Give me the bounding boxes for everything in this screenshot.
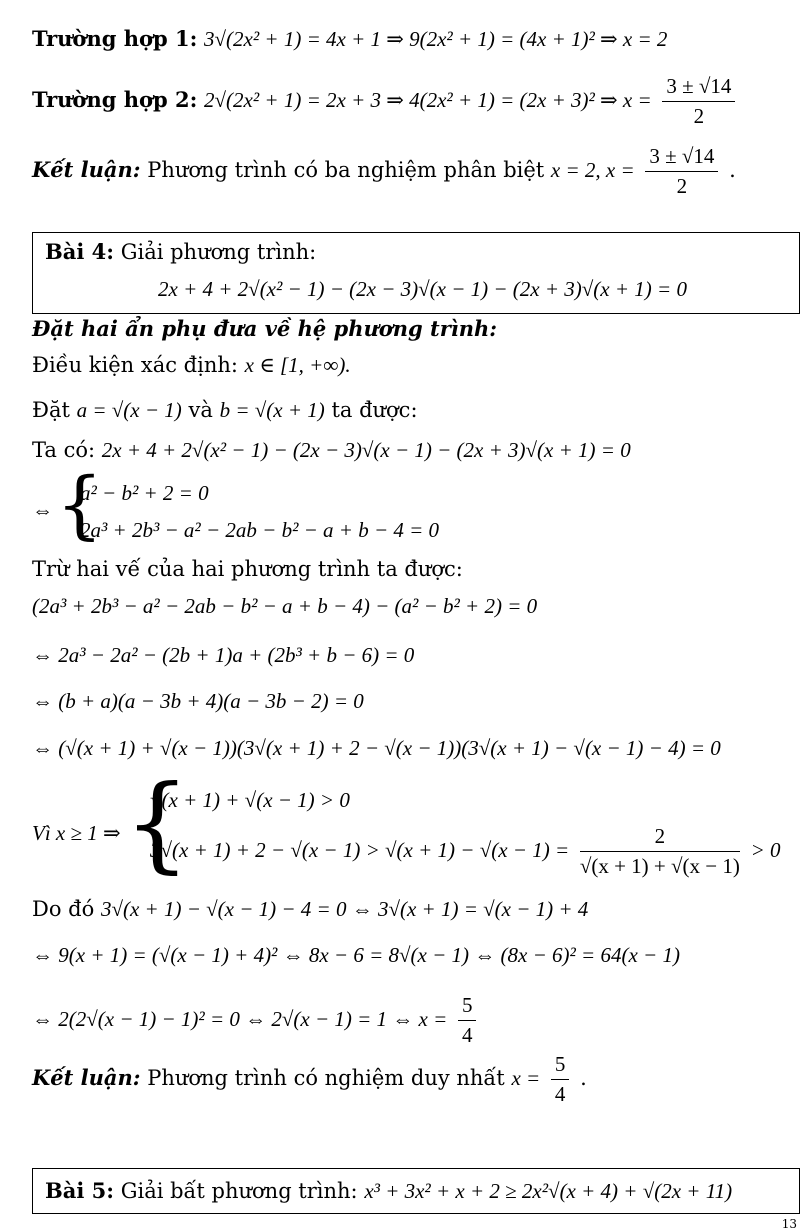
case-1-line <box>32 26 667 52</box>
substitution-a: a = √(x − 1) <box>76 398 182 422</box>
system-1-row-2: 2a³ + 2b³ − a² − 2ab − b² − a + b − 4 = 0 <box>80 518 440 542</box>
step-b-line <box>32 993 480 1048</box>
step-3: ⇔ (b + a)(a − 3b + 4)(a − 3b − 2) = 0 <box>32 689 364 713</box>
step-b-fraction <box>458 993 477 1048</box>
conclusion-1-period: . <box>729 158 736 183</box>
substitution-b: b = √(x + 1) <box>219 398 325 422</box>
method-heading: Đặt hai ẩn phụ đưa về hệ phương trình: <box>32 316 498 341</box>
conclusion-1-numerator: 3 ± √14 <box>645 144 718 172</box>
condition-text: Điều kiện xác định: <box>32 353 238 377</box>
case-2-label: Trường hợp 2: <box>32 87 198 113</box>
bai-5-expression: x³ + 3x² + x + 2 ≥ 2x²√(x + 4) + √(2x + 11) <box>364 1179 733 1203</box>
conclusion-1-denominator: 2 <box>676 174 688 199</box>
step-4: ⇔ (√(x + 1) + √(x − 1))(3√(x + 1) + 2 − √(x − 1))(3√(x + 1) − √(x − 1) − 4) = 0 <box>32 736 721 760</box>
conclusion-2-text: Phương trình có nghiệm duy nhất <box>147 1066 505 1091</box>
conclusion-2-expression: x = <box>511 1066 541 1091</box>
conclusion-2-label: Kết luận: <box>32 1065 141 1091</box>
conclusion-2-fraction <box>551 1052 570 1107</box>
case-2-numerator: 3 ± √14 <box>662 74 735 102</box>
conclusion-1-line <box>32 144 736 199</box>
bai-5-heading <box>45 1178 732 1204</box>
conclusion-1-label: Kết luận: <box>32 157 141 183</box>
bai-4-box <box>32 232 800 314</box>
because-brace: { <box>124 762 191 884</box>
page-number: 13 <box>781 1217 797 1231</box>
bai-4-title: Giải phương trình: <box>120 240 317 264</box>
bai-4-equation: 2x + 4 + 2√(x² − 1) − (2x − 3)√(x − 1) − (2x + 3)√(x + 1) = 0 <box>158 277 687 301</box>
bai-4-label: Bài 4: <box>45 239 115 264</box>
because-row-2 <box>150 824 780 879</box>
condition-line <box>32 353 351 378</box>
conclusion-2-denominator: 4 <box>554 1082 566 1107</box>
because-row-2-end: > 0 <box>750 838 781 863</box>
dodo-text: Do đó <box>32 897 95 921</box>
step-1: (2a³ + 2b³ − a² − 2ab − b² − a + b − 4) − (a² − b² + 2) = 0 <box>32 594 538 618</box>
dodo-line <box>32 897 588 922</box>
case-1-label: Trường hợp 1: <box>32 26 198 51</box>
because-denominator: √(x + 1) + √(x − 1) <box>579 854 740 879</box>
system-1-row-1: a² − b² + 2 = 0 <box>80 481 209 505</box>
step-a: ⇔ 9(x + 1) = (√(x − 1) + 4)² ⇔ 8x − 6 = 8√(x − 1) ⇔ (8x − 6)² = 64(x − 1) <box>32 943 680 967</box>
because-numerator: 2 <box>580 824 740 852</box>
subtract-text: Trừ hai vế của hai phương trình ta được: <box>32 557 463 581</box>
because-row-1: √(x + 1) + √(x − 1) > 0 <box>150 788 350 812</box>
conclusion-1-expression: x = 2, x = <box>550 158 635 183</box>
case-1-expression: 3√(2x² + 1) = 4x + 1 ⇒ 9(2x² + 1) = (4x + 1)² ⇒ x = 2 <box>204 27 668 51</box>
step-b-numerator: 5 <box>458 993 477 1021</box>
substitution-tail: ta được: <box>331 398 418 422</box>
taco-text: Ta có: <box>32 438 96 462</box>
bai-5-box <box>32 1168 800 1214</box>
case-2-denominator: 2 <box>693 104 705 129</box>
because-lead: Vì x ≥ 1 ⇒ <box>32 821 121 845</box>
substitution-va: và <box>188 398 213 422</box>
case-2-line <box>32 74 739 129</box>
step-2: ⇔ 2a³ − 2a² − (2b + 1)a + (2b³ + b − 6) = 0 <box>32 643 415 667</box>
conclusion-1-fraction <box>645 144 718 199</box>
case-2-expression: 2√(2x² + 1) = 2x + 3 ⇒ 4(2x² + 1) = (2x + 3)² ⇒ x = <box>204 88 652 113</box>
dodo-expression: 3√(x + 1) − √(x − 1) − 4 = 0 ⇔ 3√(x + 1) = √(x − 1) + 4 <box>100 897 589 921</box>
conclusion-2-numerator: 5 <box>551 1052 570 1080</box>
taco-line <box>32 438 631 463</box>
taco-expression: 2x + 4 + 2√(x² − 1) − (2x − 3)√(x − 1) − (2x + 3)√(x + 1) = 0 <box>101 438 631 462</box>
step-b-expression: ⇔ 2(2√(x − 1) − 1)² = 0 ⇔ 2√(x − 1) = 1 ⇔ x = <box>32 1007 448 1032</box>
system-1-arrow: ⇔ <box>32 498 53 522</box>
condition-expression: x ∈ [1, +∞). <box>244 353 351 377</box>
bai-5-label: Bài 5: <box>45 1178 115 1203</box>
system-1-brace: { <box>56 462 104 548</box>
substitution-dat: Đặt <box>32 398 70 422</box>
conclusion-1-text: Phương trình có ba nghiệm phân biệt <box>147 158 545 183</box>
because-fraction <box>580 824 740 879</box>
case-2-fraction <box>662 74 735 129</box>
step-b-denominator: 4 <box>461 1023 473 1048</box>
conclusion-2-line <box>32 1052 587 1107</box>
bai-4-heading <box>45 239 316 264</box>
substitution-line <box>32 398 418 423</box>
bai-5-title: Giải bất phương trình: <box>120 1179 358 1203</box>
conclusion-2-period: . <box>580 1066 587 1091</box>
because-row-2-expression: 3√(x + 1) + 2 − √(x − 1) > √(x + 1) − √(x − 1) = <box>150 838 570 863</box>
